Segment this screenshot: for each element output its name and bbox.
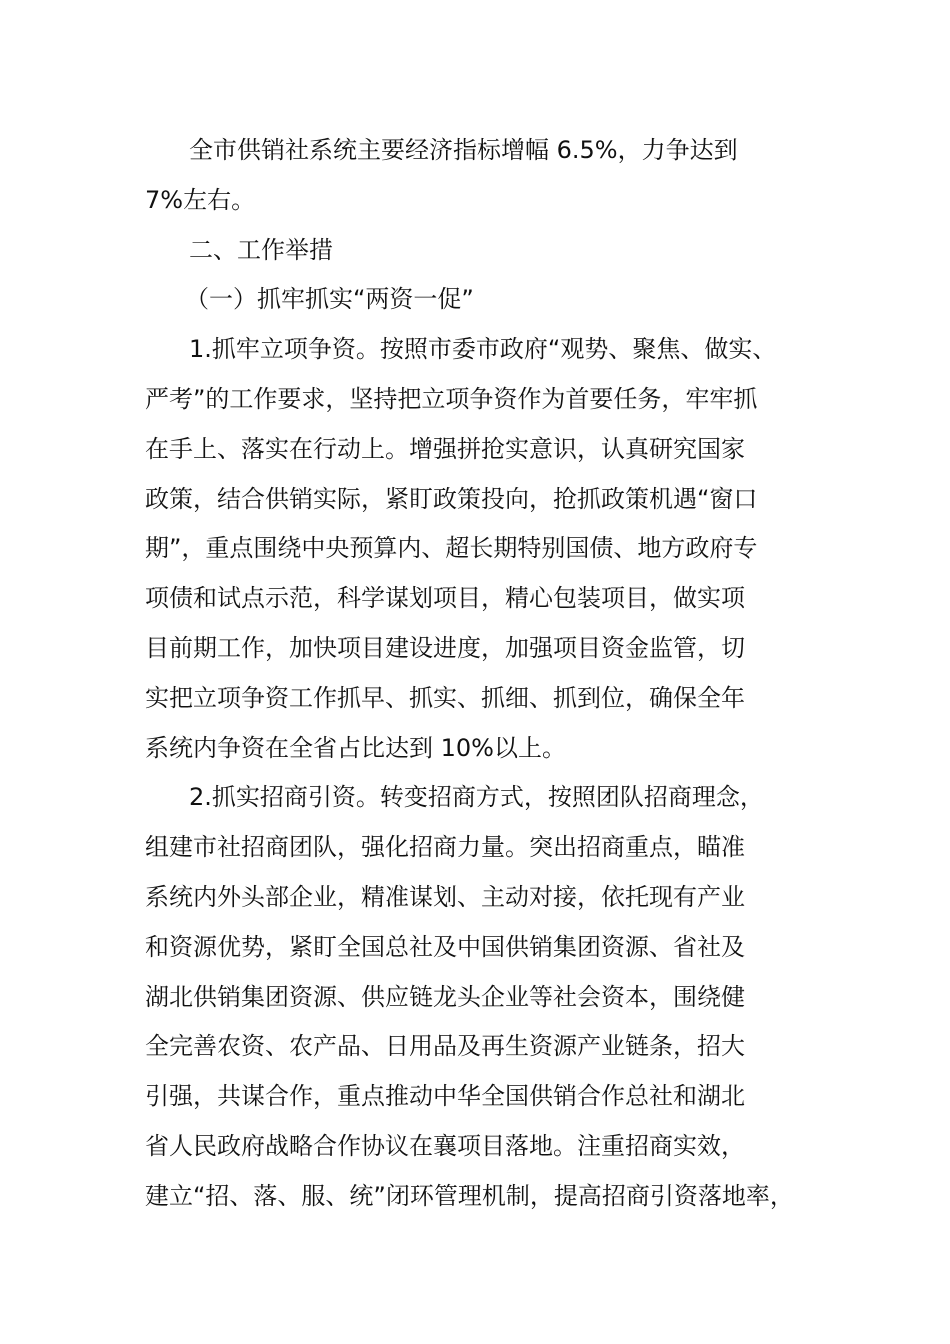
- paragraph-economic-target: [145, 126, 825, 226]
- paragraph-investment-attraction: [145, 773, 825, 1221]
- text-line: 1.抓牢立项争资。按照市委市政府“观势、聚焦、做实、: [189, 335, 777, 364]
- document-body: [145, 126, 825, 1222]
- section-heading: [145, 226, 825, 276]
- text-line: 2.抓实招商引资。转变招商方式，按照团队招商理念，: [189, 783, 764, 812]
- text-line: 系统内争资在全省占比达到 10%以上。: [145, 733, 566, 762]
- text-line: 政策，结合供销实际，紧盯政策投向，抢抓政策机遇“窗口: [145, 484, 758, 513]
- text-line: 全完善农资、农产品、日用品及再生资源产业链条，招大: [145, 1032, 745, 1061]
- text-line: 省人民政府战略合作协议在襄项目落地。注重招商实效，: [145, 1131, 745, 1160]
- text-line: 项债和试点示范，科学谋划项目，精心包装项目，做实项: [145, 584, 745, 613]
- text-line: 湖北供销集团资源、供应链龙头企业等社会资本，围绕健: [145, 982, 745, 1011]
- text-line: 和资源优势，紧盯全国总社及中国供销集团资源、省社及: [145, 932, 745, 961]
- text-line: 系统内外头部企业，精准谋划、主动对接，依托现有产业: [145, 882, 745, 911]
- heading-work-measures: 二、工作举措: [189, 235, 333, 264]
- text-line: 组建市社招商团队，强化招商力量。突出招商重点，瞄准: [145, 833, 745, 862]
- text-line: 目前期工作，加快项目建设进度，加强项目资金监管，切: [145, 633, 745, 662]
- text-line: 引强，共谋合作，重点推动中华全国供销合作总社和湖北: [145, 1082, 745, 1111]
- text-line: 7%左右。: [145, 185, 256, 214]
- heading-two-funds-one-promotion: （一）抓牢抓实“两资一促”: [185, 285, 474, 314]
- text-line: 期”，重点围绕中央预算内、超长期特别国债、地方政府专: [145, 534, 758, 563]
- text-line: 实把立项争资工作抓早、抓实、抓细、抓到位，确保全年: [145, 683, 745, 712]
- text-line: 在手上、落实在行动上。增强拼抢实意识，认真研究国家: [145, 434, 745, 463]
- subsection-heading: [145, 275, 825, 325]
- paragraph-project-funding: [145, 325, 825, 773]
- text-line: 严考”的工作要求，坚持把立项争资作为首要任务，牢牢抓: [145, 384, 758, 413]
- text-line: 建立“招、落、服、统”闭环管理机制，提高招商引资落地率，: [145, 1181, 794, 1210]
- text-line: 全市供销社系统主要经济指标增幅 6.5%，力争达到: [189, 136, 738, 164]
